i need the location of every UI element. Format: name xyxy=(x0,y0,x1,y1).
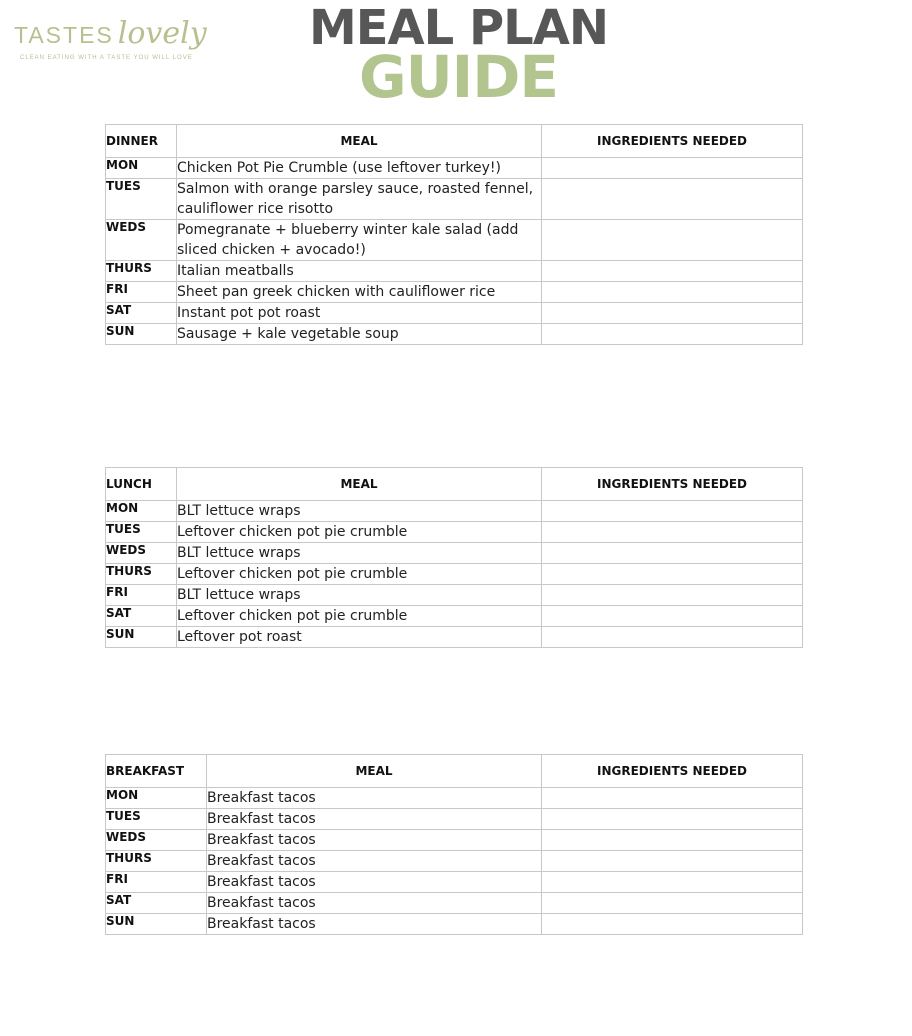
table-row xyxy=(106,501,803,522)
table-row xyxy=(106,158,803,179)
logo-wordmark xyxy=(14,16,214,51)
meal-cell: Leftover chicken pot pie crumble xyxy=(177,522,542,543)
meal-cell: Chicken Pot Pie Crumble (use leftover turkey!) xyxy=(177,158,542,179)
ingredients-cell[interactable] xyxy=(542,501,803,522)
ingredients-cell[interactable] xyxy=(542,158,803,179)
day-cell: FRI xyxy=(106,282,177,303)
day-cell: SUN xyxy=(106,914,207,935)
meal-cell: Breakfast tacos xyxy=(207,788,542,809)
meal-cell: Leftover chicken pot pie crumble xyxy=(177,606,542,627)
meal-cell: Leftover chicken pot pie crumble xyxy=(177,564,542,585)
table-row xyxy=(106,522,803,543)
logo-word-tastes: TASTES xyxy=(14,22,114,48)
day-cell: MON xyxy=(106,501,177,522)
ingredients-column-header: INGREDIENTS NEEDED xyxy=(542,125,803,158)
ingredients-cell[interactable] xyxy=(542,220,803,261)
table-header-row xyxy=(106,468,803,501)
ingredients-cell[interactable] xyxy=(542,303,803,324)
meal-cell: Sheet pan greek chicken with cauliflower rice xyxy=(177,282,542,303)
logo-tagline: CLEAN EATING WITH A TASTE YOU WILL LOVE xyxy=(20,55,193,61)
table-row xyxy=(106,872,803,893)
day-cell: WEDS xyxy=(106,830,207,851)
table-header-row xyxy=(106,125,803,158)
ingredients-cell[interactable] xyxy=(542,543,803,564)
table-row xyxy=(106,830,803,851)
meal-cell: BLT lettuce wraps xyxy=(177,501,542,522)
day-cell: MON xyxy=(106,158,177,179)
day-cell: MON xyxy=(106,788,207,809)
day-cell: TUES xyxy=(106,179,177,220)
ingredients-cell[interactable] xyxy=(542,282,803,303)
day-cell: FRI xyxy=(106,872,207,893)
page-title-guide: GUIDE xyxy=(358,43,559,111)
table-row xyxy=(106,585,803,606)
ingredients-cell[interactable] xyxy=(542,872,803,893)
table-row xyxy=(106,303,803,324)
table-row xyxy=(106,627,803,648)
page-title-meal-plan: MEAL PLAN xyxy=(308,0,609,56)
table-row xyxy=(106,282,803,303)
table-row xyxy=(106,893,803,914)
meal-cell: Salmon with orange parsley sauce, roasted fennel, cauliflower rice risotto xyxy=(177,179,542,220)
day-cell: TUES xyxy=(106,522,177,543)
day-cell: SUN xyxy=(106,627,177,648)
meal-cell: Breakfast tacos xyxy=(207,893,542,914)
meal-cell: Breakfast tacos xyxy=(207,872,542,893)
table-row xyxy=(106,543,803,564)
day-cell: THURS xyxy=(106,851,207,872)
meal-cell: Breakfast tacos xyxy=(207,851,542,872)
meal-cell: Breakfast tacos xyxy=(207,809,542,830)
day-cell: SAT xyxy=(106,606,177,627)
table-row xyxy=(106,261,803,282)
table-row xyxy=(106,914,803,935)
ingredients-column-header: INGREDIENTS NEEDED xyxy=(542,755,803,788)
table-row xyxy=(106,851,803,872)
ingredients-cell[interactable] xyxy=(542,564,803,585)
ingredients-cell[interactable] xyxy=(542,893,803,914)
meal-cell: Instant pot pot roast xyxy=(177,303,542,324)
meal-cell: Leftover pot roast xyxy=(177,627,542,648)
table-row xyxy=(106,606,803,627)
ingredients-cell[interactable] xyxy=(542,324,803,345)
meal-cell: BLT lettuce wraps xyxy=(177,543,542,564)
table-row xyxy=(106,788,803,809)
dinner-table xyxy=(105,124,803,345)
day-cell: THURS xyxy=(106,261,177,282)
table-row xyxy=(106,564,803,585)
lunch-table xyxy=(105,467,803,648)
ingredients-cell[interactable] xyxy=(542,788,803,809)
meal-cell: BLT lettuce wraps xyxy=(177,585,542,606)
ingredients-cell[interactable] xyxy=(542,522,803,543)
meal-cell: Italian meatballs xyxy=(177,261,542,282)
meal-column-header: MEAL xyxy=(207,755,542,788)
ingredients-cell[interactable] xyxy=(542,830,803,851)
table-row xyxy=(106,324,803,345)
meal-cell: Sausage + kale vegetable soup xyxy=(177,324,542,345)
meal-cell: Pomegranate + blueberry winter kale salad (add sliced chicken + avocado!) xyxy=(177,220,542,261)
ingredients-cell[interactable] xyxy=(542,627,803,648)
ingredients-cell[interactable] xyxy=(542,851,803,872)
breakfast-table xyxy=(105,754,803,935)
table-row xyxy=(106,809,803,830)
day-cell: WEDS xyxy=(106,543,177,564)
table-row xyxy=(106,220,803,261)
meal-cell: Breakfast tacos xyxy=(207,830,542,851)
day-cell: WEDS xyxy=(106,220,177,261)
ingredients-cell[interactable] xyxy=(542,914,803,935)
meal-cell: Breakfast tacos xyxy=(207,914,542,935)
day-cell: THURS xyxy=(106,564,177,585)
table-section-label: LUNCH xyxy=(106,468,177,501)
day-cell: FRI xyxy=(106,585,177,606)
table-section-label: BREAKFAST xyxy=(106,755,207,788)
ingredients-cell[interactable] xyxy=(542,585,803,606)
ingredients-column-header: INGREDIENTS NEEDED xyxy=(542,468,803,501)
meal-column-header: MEAL xyxy=(177,125,542,158)
table-section-label: DINNER xyxy=(106,125,177,158)
brand-logo xyxy=(14,16,214,61)
meal-column-header: MEAL xyxy=(177,468,542,501)
ingredients-cell[interactable] xyxy=(542,261,803,282)
day-cell: TUES xyxy=(106,809,207,830)
logo-word-lovely: lovely xyxy=(117,16,207,51)
table-row xyxy=(106,179,803,220)
ingredients-cell[interactable] xyxy=(542,179,803,220)
day-cell: SUN xyxy=(106,324,177,345)
ingredients-cell[interactable] xyxy=(542,809,803,830)
ingredients-cell[interactable] xyxy=(542,606,803,627)
day-cell: SAT xyxy=(106,303,177,324)
day-cell: SAT xyxy=(106,893,207,914)
table-header-row xyxy=(106,755,803,788)
